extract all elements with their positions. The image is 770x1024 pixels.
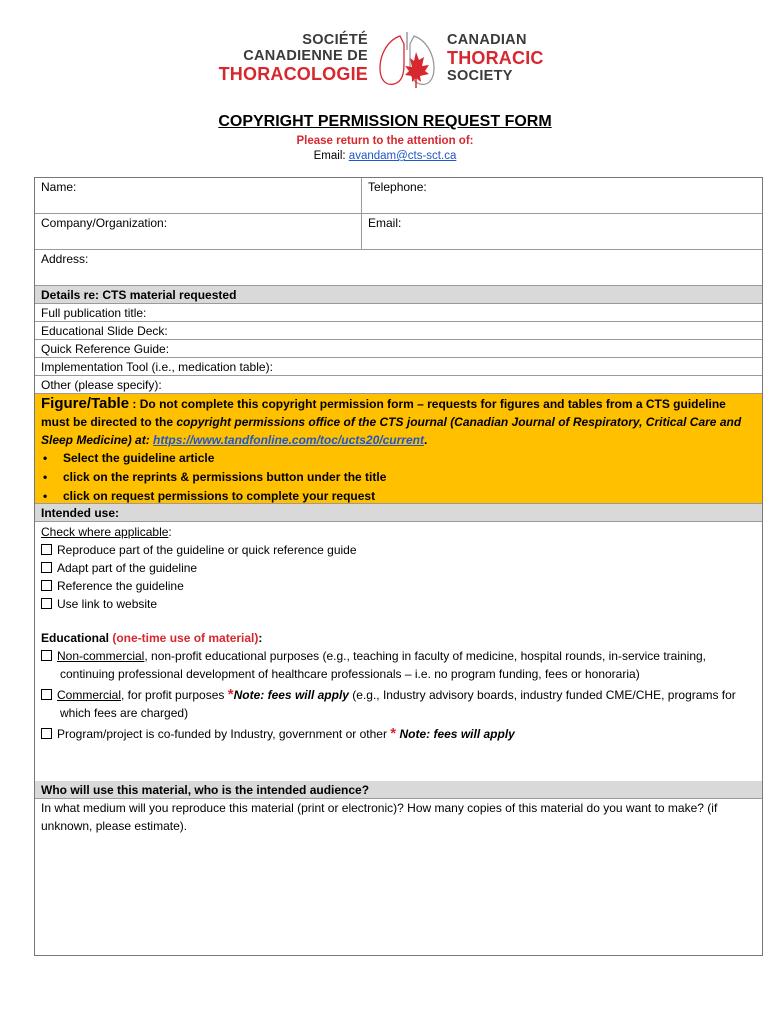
logo-english [447, 32, 544, 84]
audience-heading: Who will use this material, who is the intended audience? [35, 781, 762, 799]
logo-en-line2: THORACIC [447, 48, 544, 68]
figure-table-heading: Figure/Table [41, 395, 130, 412]
journal-link[interactable]: https://www.tandfonline.com/toc/ucts20/current [153, 433, 424, 447]
email-label: Email: [368, 216, 402, 230]
lungs-maple-leaf-icon [372, 30, 442, 92]
step-item: • click on request permissions to complete your request [41, 487, 756, 506]
figure-table-steps [41, 449, 756, 506]
detail-slide-deck[interactable]: Educational Slide Deck: [35, 322, 762, 340]
telephone-label: Telephone: [368, 180, 427, 194]
logo-french [219, 32, 368, 84]
logo-fr-line1: SOCIÉTÉ [302, 32, 368, 48]
logo [0, 32, 770, 94]
address-field[interactable] [35, 250, 762, 285]
checkbox[interactable] [41, 650, 52, 661]
step-item: • Select the guideline article [41, 449, 756, 468]
checkbox[interactable] [41, 598, 52, 609]
name-field[interactable] [35, 178, 362, 213]
return-email-label: Email: [313, 150, 346, 162]
option-link[interactable]: Use link to website [41, 595, 756, 613]
company-field[interactable] [35, 214, 362, 249]
logo-fr-line2: CANADIENNE DE [243, 48, 368, 64]
option-program[interactable]: Program/project is co-funded by Industry, government or other * Note: fees will apply [41, 725, 756, 743]
option-reproduce[interactable]: Reproduce part of the guideline or quick reference guide [41, 541, 756, 559]
logo-fr-line3: THORACOLOGIE [218, 64, 368, 84]
form-title: COPYRIGHT PERMISSION REQUEST FORM [218, 113, 552, 130]
step-item: • click on the reprints & permissions button under the title [41, 468, 756, 487]
educational-heading: Educational (one-time use of material): [41, 631, 263, 645]
option-reference[interactable]: Reference the guideline [41, 577, 756, 595]
figure-table-text: Do not complete this copyright permission form – requests for figures and tables from a CTS guideline must be directed to the [41, 397, 726, 429]
intended-use-section: Check where applicable: Reproduce part of the guideline or quick reference guide Adapt part of the guideline Reference the guideline Use link to website Educational (one-time use of material): Non-commercial, non-profit educational purposes (e.g., teaching in faculty of medicine, hospital rounds, in-service training, continuing professional development of healthcare professionals – i.e. no program funding, fees or honoraria) Commercial, for profit purposes *Note: fees will apply (e.g., Industry advisory boards, industry funded CME/CHE, programs for which fees are charged) Program/project is co-funded by Industry, government or other * Note: fees will apply [35, 523, 762, 795]
detail-other[interactable]: Other (please specify): [35, 376, 762, 394]
return-email-link[interactable]: avandam@cts-sct.ca [348, 150, 457, 162]
audience-question: In what medium will you reproduce this material (print or electronic)? How many copies of this material do you want to make? (if unknown, please estimate). [41, 801, 718, 833]
address-label: Address: [41, 252, 89, 266]
option-adapt[interactable]: Adapt part of the guideline [41, 559, 756, 577]
detail-implementation-tool[interactable]: Implementation Tool (i.e., medication table): [35, 358, 762, 376]
telephone-field[interactable] [362, 178, 762, 213]
logo-en-line3: SOCIETY [447, 68, 513, 84]
details-heading: Details re: CTS material requested [35, 286, 762, 304]
check-label: Check where applicable [41, 525, 169, 539]
return-email-line [0, 150, 770, 162]
email-field[interactable] [362, 214, 762, 249]
detail-quick-reference[interactable]: Quick Reference Guide: [35, 340, 762, 358]
name-label: Name: [41, 180, 77, 194]
detail-publication-title[interactable]: Full publication title: [35, 304, 762, 322]
option-noncommercial[interactable]: Non-commercial, non-profit educational purposes (e.g., teaching in faculty of medicine, hospital rounds, in-service training, continuing professional development of healthcare professionals – i.e. no program funding, fees or honoraria) [41, 647, 756, 683]
checkbox[interactable] [41, 728, 52, 739]
checkbox[interactable] [41, 580, 52, 591]
permission-form [34, 177, 763, 956]
figure-table-journal: copyright permissions office of the CTS journal (Canadian Journal of Respiratory, Critical Care and Sleep Medicine) at: [41, 415, 742, 447]
checkbox[interactable] [41, 544, 52, 555]
return-note: Please return to the attention of: [296, 135, 474, 147]
logo-en-line1: CANADIAN [447, 32, 527, 48]
company-email-row [35, 214, 762, 250]
audience-answer-field[interactable] [35, 799, 762, 955]
option-commercial[interactable]: Commercial, for profit purposes *Note: fees will apply (e.g., Industry advisory boards, industry funded CME/CHE, programs for which fees are charged) [41, 686, 756, 722]
checkbox[interactable] [41, 689, 52, 700]
address-row[interactable] [35, 250, 762, 286]
checkbox[interactable] [41, 562, 52, 573]
company-label: Company/Organization: [41, 216, 168, 230]
name-telephone-row [35, 178, 762, 214]
intended-use-heading: Intended use: [35, 504, 762, 522]
figure-table-notice: Figure/Table : Do not complete this copyright permission form – requests for figures and tables from a CTS guideline must be directed to the copyright permissions office of the CTS journal (Canadian Journal of Respiratory, Critical Care and Sleep Medicine) at: https://www.tandfonline.com/toc/ucts20/current. • Select the guideline article • click on the reprints & permissions button under the title • click on request permissions to complete your request [35, 394, 762, 504]
